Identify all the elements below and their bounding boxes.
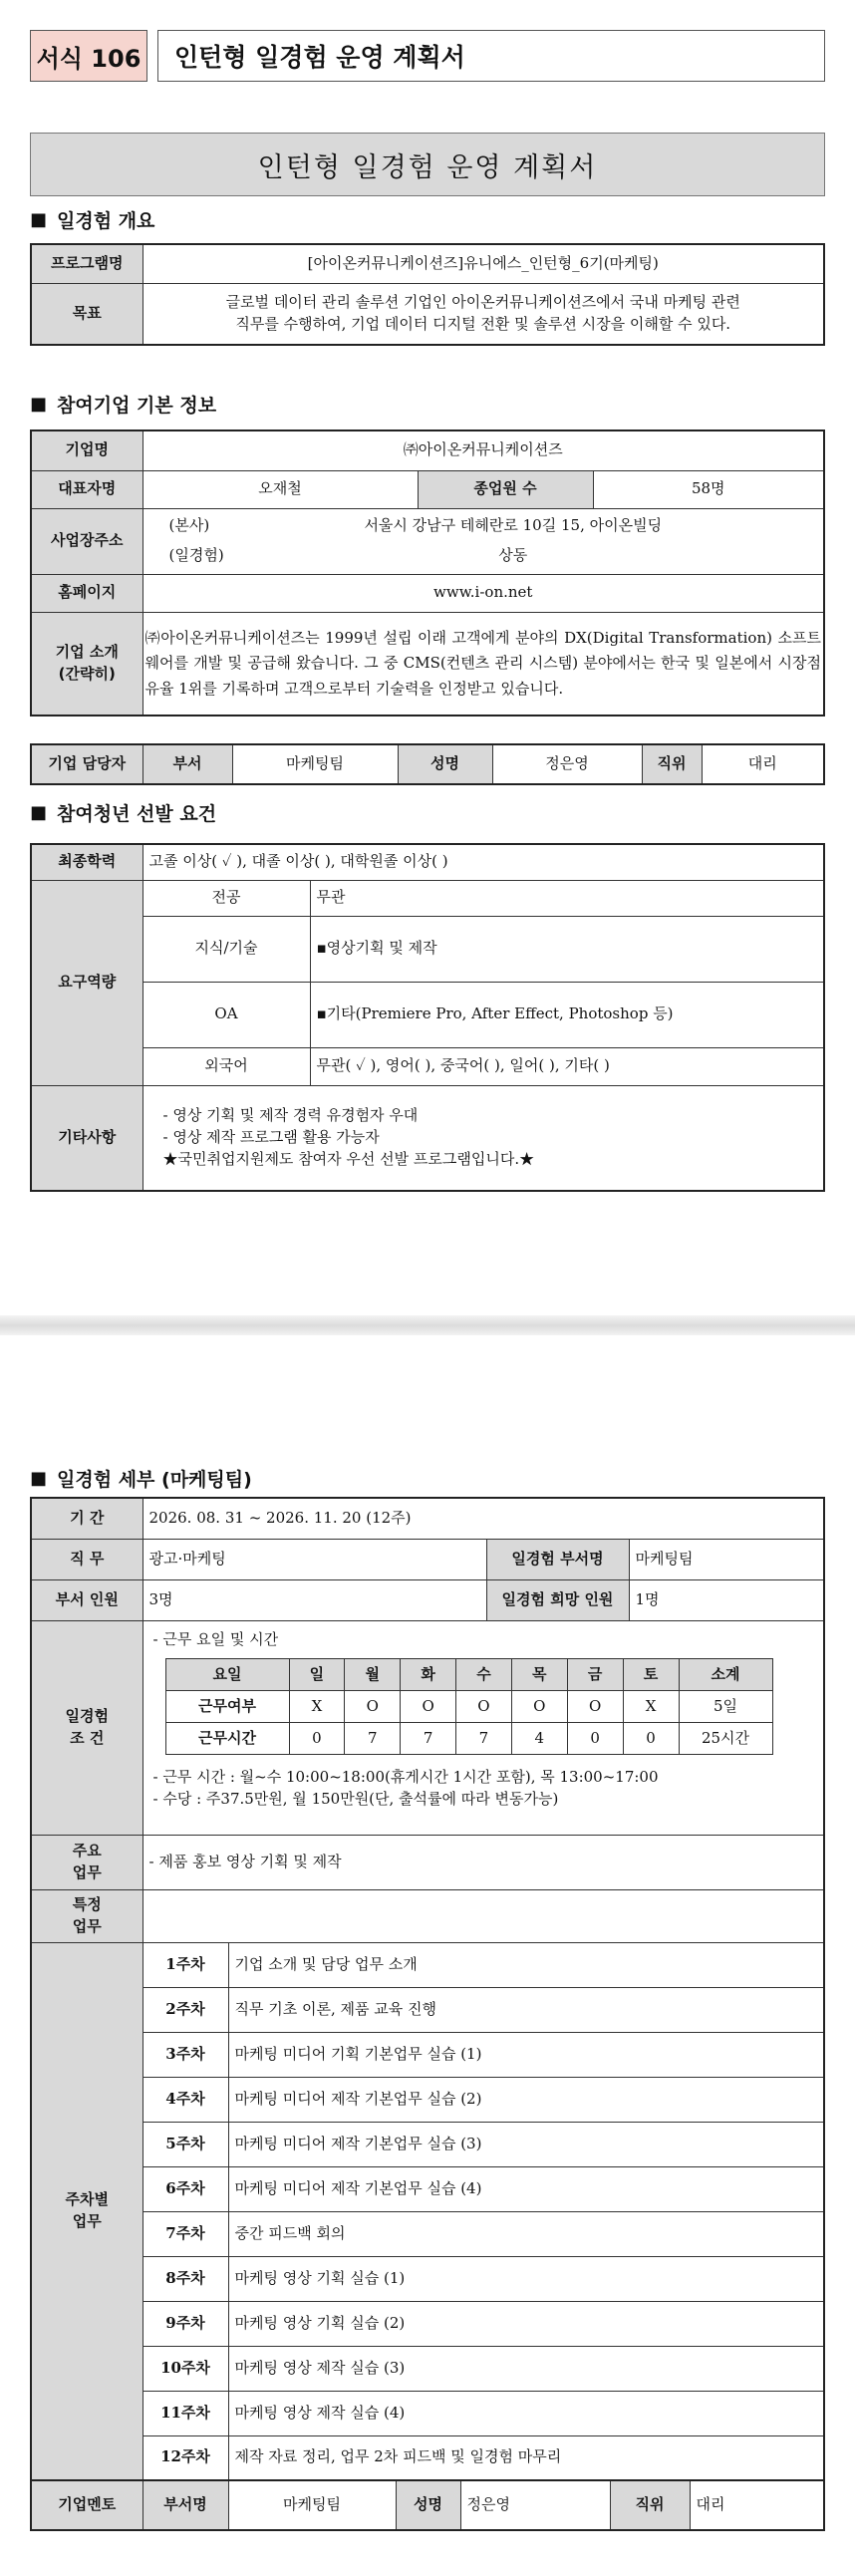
form-code: 서식 106 <box>30 30 147 82</box>
employee-count-value: 58명 <box>593 470 824 508</box>
main-duty-value: - 제품 홍보 영상 기획 및 제작 <box>142 1835 824 1889</box>
schedule-cell: O <box>345 1691 401 1723</box>
goal-line-1: 글로벌 데이터 관리 솔루션 기업인 아이온커뮤니케이션즈에서 국내 마케팅 관련 <box>225 293 740 311</box>
schedule-header: 수 <box>456 1659 512 1691</box>
main-duty-label-line-1: 주요 <box>72 1841 102 1860</box>
week-task: 마케팅 영상 기획 실습 (1) <box>228 2256 824 2301</box>
document-title: 인턴형 일경험 운영 계획서 <box>30 133 825 196</box>
mentor-label: 기업멘토 <box>31 2480 142 2530</box>
goal-value <box>142 283 824 345</box>
skill-value: ▪영상기획 및 제작 <box>310 916 824 982</box>
etc-value <box>142 1085 824 1191</box>
special-duty-label-line-1: 특정 <box>72 1894 102 1913</box>
address-value <box>142 508 824 574</box>
schedule-cell: X <box>289 1691 345 1723</box>
schedule-cell: 7 <box>456 1723 512 1755</box>
oa-label: OA <box>142 982 310 1047</box>
mentor-position-value: 대리 <box>690 2480 824 2530</box>
overview-table <box>30 243 825 346</box>
ceo-value: 오재철 <box>142 470 418 508</box>
schedule-header: 목 <box>511 1659 567 1691</box>
education-value: 고졸 이상( ✓ ), 대졸 이상( ), 대학원졸 이상( ) <box>142 844 824 880</box>
etc-label: 기타사항 <box>31 1085 142 1191</box>
schedule-row-label: 근무시간 <box>165 1723 289 1755</box>
mentor-name-value: 정은영 <box>460 2480 610 2530</box>
condition-label-line-2: 조 건 <box>70 1728 105 1747</box>
dept-name-label: 일경험 부서명 <box>486 1539 629 1579</box>
requirements-table <box>30 843 825 1192</box>
week-task: 기업 소개 및 담당 업무 소개 <box>228 1942 824 1987</box>
contact-table <box>30 743 825 785</box>
weekly-duty-label-line-2: 업무 <box>72 2211 102 2230</box>
section-detail-heading <box>30 1465 252 1492</box>
language-label: 외국어 <box>142 1047 310 1085</box>
mentor-dept-value: 마케팅팀 <box>228 2480 396 2530</box>
week-task: 마케팅 미디어 제작 기본업무 실습 (4) <box>228 2166 824 2211</box>
competency-label: 요구역량 <box>31 880 142 1085</box>
week-number: 3주차 <box>142 2032 228 2077</box>
square-bullet-icon: ■ <box>30 394 48 415</box>
week-task: 마케팅 영상 기획 실습 (2) <box>228 2301 824 2346</box>
square-bullet-icon: ■ <box>30 209 48 230</box>
section-overview-heading <box>30 206 154 233</box>
schedule-cell: X <box>623 1691 679 1723</box>
contact-label: 기업 담당자 <box>31 744 142 784</box>
week-task: 마케팅 영상 제작 실습 (4) <box>228 2391 824 2435</box>
intro-label <box>31 612 142 716</box>
major-value: 무관 <box>310 880 824 916</box>
detail-table <box>30 1497 825 2481</box>
section-company-heading <box>30 391 216 418</box>
schedule-header-total: 소계 <box>679 1659 772 1691</box>
condition-label <box>31 1620 142 1835</box>
contact-position-label: 직위 <box>642 744 702 784</box>
company-label: 기업명 <box>31 430 142 470</box>
job-value: 광고·마케팅 <box>142 1539 486 1579</box>
education-label: 최종학력 <box>31 844 142 880</box>
section-title: 참여기업 기본 정보 <box>57 395 217 417</box>
address-work: 상동 <box>498 546 528 564</box>
goal-label: 목표 <box>31 283 142 345</box>
condition-label-line-1: 일경험 <box>65 1706 109 1725</box>
address-work-tag: (일경험) <box>168 546 224 564</box>
schedule-cell: 0 <box>623 1723 679 1755</box>
section-title: 일경험 세부 (마케팅팀) <box>57 1469 252 1491</box>
period-value: 2026. 08. 31 ~ 2026. 11. 20 (12주) <box>142 1498 824 1539</box>
etc-line: ★국민취업지원제도 참여자 우선 선발 프로그램입니다.★ <box>162 1149 535 1168</box>
schedule-header-day: 요일 <box>165 1659 289 1691</box>
schedule-header: 토 <box>623 1659 679 1691</box>
form-header <box>30 30 825 82</box>
skill-label: 지식/기술 <box>142 916 310 982</box>
special-duty-label <box>31 1889 142 1942</box>
contact-dept-label: 부서 <box>142 744 232 784</box>
intro-value: ㈜아이온커뮤니케이션즈는 1999년 설립 이래 고객에게 분야의 DX(Digital Transformation) 소프트웨어를 개발 및 공급해 왔습니다. 그 중 CMS(컨텐츠 관리 시스템) 분야에서는 한국 및 일본에서 시장점유율 1위를 기록하며 고객으로부터 기술력을 인정받고 있습니다. <box>142 612 824 716</box>
oa-value: ▪기타(Premiere Pro, After Effect, Photoshop 등) <box>310 982 824 1047</box>
contact-name-label: 성명 <box>398 744 492 784</box>
schedule-cell: O <box>567 1691 623 1723</box>
company-info-table <box>30 429 825 716</box>
contact-dept-value: 마케팅팀 <box>232 744 398 784</box>
main-duty-label <box>31 1835 142 1889</box>
week-number: 9주차 <box>142 2301 228 2346</box>
homepage-value: www.i-on.net <box>142 574 824 612</box>
main-duty-label-line-2: 업무 <box>72 1862 102 1881</box>
weekly-duty-label-line-1: 주차별 <box>65 2190 109 2208</box>
weekly-duty-label <box>31 1942 142 2480</box>
address-label: 사업장주소 <box>31 508 142 574</box>
staff-value: 3명 <box>142 1579 486 1620</box>
company-value: ㈜아이온커뮤니케이션즈 <box>142 430 824 470</box>
program-value: [아이온커뮤니케이션즈]유니에스_인턴형_6기(마케팅) <box>142 244 824 283</box>
ceo-label: 대표자명 <box>31 470 142 508</box>
week-number: 10주차 <box>142 2346 228 2391</box>
section-requirements-heading <box>30 799 216 826</box>
address-main: 서울시 강남구 테헤란로 10길 15, 아이온빌딩 <box>364 516 663 535</box>
week-number: 8주차 <box>142 2256 228 2301</box>
program-label: 프로그램명 <box>31 244 142 283</box>
schedule-row-label: 근무여부 <box>165 1691 289 1723</box>
week-task: 마케팅 미디어 제작 기본업무 실습 (3) <box>228 2122 824 2166</box>
schedule-cell: O <box>456 1691 512 1723</box>
special-duty-label-line-2: 업무 <box>72 1916 102 1935</box>
schedule-table <box>165 1658 773 1755</box>
dept-name-value: 마케팅팀 <box>629 1539 824 1579</box>
week-number: 4주차 <box>142 2077 228 2122</box>
staff-label: 부서 인원 <box>31 1579 142 1620</box>
week-number: 12주차 <box>142 2435 228 2480</box>
mentor-position-label: 직위 <box>610 2480 690 2530</box>
week-task: 마케팅 미디어 제작 기본업무 실습 (2) <box>228 2077 824 2122</box>
contact-position-value: 대리 <box>702 744 824 784</box>
schedule-header: 일 <box>289 1659 345 1691</box>
section-title: 참여청년 선발 요건 <box>57 803 217 825</box>
week-task: 마케팅 영상 제작 실습 (3) <box>228 2346 824 2391</box>
hope-count-label: 일경험 희망 인원 <box>486 1579 629 1620</box>
schedule-cell: 5일 <box>679 1691 772 1723</box>
schedule-cell: 0 <box>289 1723 345 1755</box>
schedule-header: 화 <box>401 1659 456 1691</box>
etc-line: - 영상 제작 프로그램 활용 가능자 <box>162 1127 380 1146</box>
schedule-cell: 0 <box>567 1723 623 1755</box>
condition-value <box>142 1620 824 1835</box>
week-number: 7주차 <box>142 2211 228 2256</box>
schedule-cell: 25시간 <box>679 1723 772 1755</box>
schedule-cell: O <box>401 1691 456 1723</box>
mentor-table <box>30 2479 825 2531</box>
page-2 <box>0 1335 855 2576</box>
intro-label-line-1: 기업 소개 <box>55 643 119 661</box>
week-number: 6주차 <box>142 2166 228 2211</box>
section-title: 일경험 개요 <box>57 210 155 232</box>
form-title: 인턴형 일경험 운영 계획서 <box>157 30 825 82</box>
hope-count-value: 1명 <box>629 1579 824 1620</box>
period-label: 기 간 <box>31 1498 142 1539</box>
week-number: 2주차 <box>142 1987 228 2032</box>
page-break <box>0 1315 855 1335</box>
employee-count-label: 종업원 수 <box>418 470 593 508</box>
week-task: 마케팅 미디어 기획 기본업무 실습 (1) <box>228 2032 824 2077</box>
mentor-dept-label: 부서명 <box>142 2480 228 2530</box>
homepage-label: 홈페이지 <box>31 574 142 612</box>
schedule-header: 금 <box>567 1659 623 1691</box>
schedule-cell: O <box>511 1691 567 1723</box>
square-bullet-icon: ■ <box>30 802 48 823</box>
week-number: 1주차 <box>142 1942 228 1987</box>
address-main-tag: (본사) <box>168 516 210 535</box>
contact-name-value: 정은영 <box>492 744 642 784</box>
work-hours-line: - 근무 시간 : 월~수 10:00~18:00(휴게시간 1시간 포함), 목 13:00~17:00 <box>152 1768 659 1787</box>
week-task: 제작 자료 정리, 업무 2차 피드백 및 일경험 마무리 <box>228 2435 824 2480</box>
week-task: 직무 기초 이론, 제품 교육 진행 <box>228 1987 824 2032</box>
week-number: 5주차 <box>142 2122 228 2166</box>
week-number: 11주차 <box>142 2391 228 2435</box>
goal-line-2: 직무를 수행하여, 기업 데이터 디지털 전환 및 솔루션 시장을 이해할 수 있다. <box>235 314 731 333</box>
language-value: 무관( ✓ ), 영어( ), 중국어( ), 일어( ), 기타( ) <box>310 1047 824 1085</box>
square-bullet-icon: ■ <box>30 1468 48 1489</box>
special-duty-value <box>142 1889 824 1942</box>
major-label: 전공 <box>142 880 310 916</box>
schedule-cell: 7 <box>401 1723 456 1755</box>
etc-line: - 영상 기획 및 제작 경력 유경험자 우대 <box>162 1106 419 1125</box>
job-label: 직 무 <box>31 1539 142 1579</box>
schedule-cell: 7 <box>345 1723 401 1755</box>
mentor-name-label: 성명 <box>396 2480 460 2530</box>
schedule-intro: - 근무 요일 및 시간 <box>152 1629 279 1648</box>
schedule-cell: 4 <box>511 1723 567 1755</box>
schedule-header: 월 <box>345 1659 401 1691</box>
pay-line: - 수당 : 주37.5만원, 월 150만원(단, 출석률에 따라 변동가능) <box>152 1790 559 1808</box>
week-task: 중간 피드백 회의 <box>228 2211 824 2256</box>
intro-label-line-2: (간략히) <box>58 664 116 683</box>
